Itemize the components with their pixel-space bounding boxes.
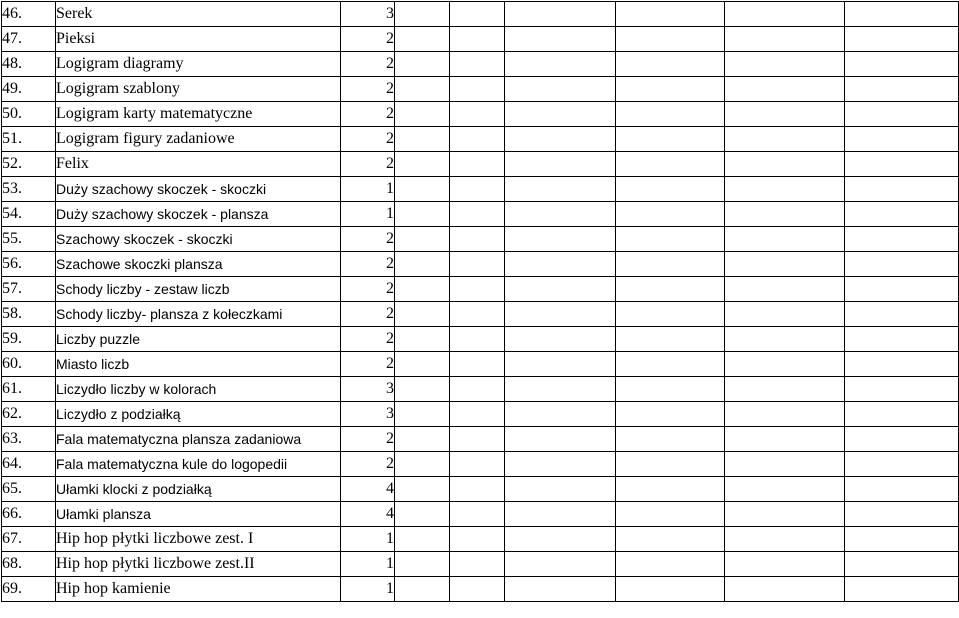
- row-number: 67.: [2, 527, 56, 552]
- table-row: [2, 52, 959, 77]
- item-name: Hip hop kamienie: [56, 577, 341, 602]
- item-quantity: 2: [341, 152, 395, 177]
- empty-cell: [450, 177, 505, 202]
- empty-cell: [450, 277, 505, 302]
- empty-cell: [725, 77, 845, 102]
- empty-cell: [845, 327, 959, 352]
- item-quantity: 2: [341, 302, 395, 327]
- item-quantity: 4: [341, 477, 395, 502]
- empty-cell: [845, 352, 959, 377]
- empty-cell: [395, 227, 450, 252]
- empty-cell: [450, 102, 505, 127]
- empty-cell: [845, 377, 959, 402]
- empty-cell: [450, 52, 505, 77]
- empty-cell: [505, 527, 616, 552]
- empty-cell: [505, 202, 616, 227]
- item-quantity: 2: [341, 127, 395, 152]
- item-name: Liczby puzzle: [56, 327, 341, 352]
- empty-cell: [505, 427, 616, 452]
- item-name: Schody liczby - zestaw liczb: [56, 277, 341, 302]
- table-body: [2, 2, 959, 602]
- item-quantity: 2: [341, 52, 395, 77]
- item-name: Logigram diagramy: [56, 52, 341, 77]
- empty-cell: [395, 502, 450, 527]
- empty-cell: [845, 427, 959, 452]
- empty-cell: [505, 402, 616, 427]
- table-row: [2, 152, 959, 177]
- item-name: Felix: [56, 152, 341, 177]
- empty-cell: [450, 77, 505, 102]
- empty-cell: [845, 552, 959, 577]
- table-row: [2, 277, 959, 302]
- empty-cell: [616, 52, 725, 77]
- empty-cell: [616, 527, 725, 552]
- item-quantity: 3: [341, 2, 395, 27]
- empty-cell: [725, 52, 845, 77]
- row-number: 62.: [2, 402, 56, 427]
- item-quantity: 1: [341, 527, 395, 552]
- row-number: 57.: [2, 277, 56, 302]
- item-quantity: 2: [341, 27, 395, 52]
- empty-cell: [616, 502, 725, 527]
- row-number: 58.: [2, 302, 56, 327]
- item-quantity: 2: [341, 427, 395, 452]
- table-row: [2, 477, 959, 502]
- empty-cell: [845, 527, 959, 552]
- table-row: [2, 577, 959, 602]
- empty-cell: [505, 352, 616, 377]
- item-name: Liczydło z podziałką: [56, 402, 341, 427]
- empty-cell: [395, 252, 450, 277]
- empty-cell: [845, 277, 959, 302]
- empty-cell: [450, 377, 505, 402]
- empty-cell: [450, 27, 505, 52]
- row-number: 49.: [2, 77, 56, 102]
- empty-cell: [725, 552, 845, 577]
- empty-cell: [505, 377, 616, 402]
- empty-cell: [725, 27, 845, 52]
- item-name: Ułamki klocki z podziałką: [56, 477, 341, 502]
- empty-cell: [845, 202, 959, 227]
- empty-cell: [725, 277, 845, 302]
- empty-cell: [845, 77, 959, 102]
- empty-cell: [725, 127, 845, 152]
- empty-cell: [616, 452, 725, 477]
- empty-cell: [725, 352, 845, 377]
- empty-cell: [395, 77, 450, 102]
- row-number: 63.: [2, 427, 56, 452]
- item-quantity: 2: [341, 77, 395, 102]
- row-number: 56.: [2, 252, 56, 277]
- table-row: [2, 252, 959, 277]
- item-name: Liczydło liczby w kolorach: [56, 377, 341, 402]
- row-number: 69.: [2, 577, 56, 602]
- empty-cell: [450, 527, 505, 552]
- table-row: [2, 177, 959, 202]
- table-row: [2, 377, 959, 402]
- item-name: Miasto liczb: [56, 352, 341, 377]
- table-row: [2, 27, 959, 52]
- empty-cell: [395, 277, 450, 302]
- empty-cell: [725, 202, 845, 227]
- empty-cell: [845, 252, 959, 277]
- item-quantity: 2: [341, 252, 395, 277]
- empty-cell: [450, 302, 505, 327]
- empty-cell: [505, 252, 616, 277]
- item-quantity: 2: [341, 227, 395, 252]
- empty-cell: [450, 252, 505, 277]
- table-row: [2, 302, 959, 327]
- empty-cell: [616, 277, 725, 302]
- empty-cell: [395, 127, 450, 152]
- empty-cell: [505, 152, 616, 177]
- empty-cell: [395, 577, 450, 602]
- empty-cell: [616, 377, 725, 402]
- empty-cell: [725, 452, 845, 477]
- empty-cell: [845, 102, 959, 127]
- empty-cell: [450, 552, 505, 577]
- empty-cell: [505, 452, 616, 477]
- table-row: [2, 127, 959, 152]
- empty-cell: [616, 202, 725, 227]
- empty-cell: [616, 27, 725, 52]
- empty-cell: [725, 252, 845, 277]
- row-number: 50.: [2, 102, 56, 127]
- empty-cell: [725, 177, 845, 202]
- empty-cell: [616, 302, 725, 327]
- empty-cell: [450, 477, 505, 502]
- item-name: Szachowy skoczek - skoczki: [56, 227, 341, 252]
- empty-cell: [450, 502, 505, 527]
- empty-cell: [395, 327, 450, 352]
- empty-cell: [450, 152, 505, 177]
- empty-cell: [845, 502, 959, 527]
- row-number: 64.: [2, 452, 56, 477]
- table-row: [2, 502, 959, 527]
- item-name: Logigram szablony: [56, 77, 341, 102]
- empty-cell: [616, 352, 725, 377]
- empty-cell: [845, 2, 959, 27]
- empty-cell: [450, 127, 505, 152]
- row-number: 59.: [2, 327, 56, 352]
- empty-cell: [395, 302, 450, 327]
- empty-cell: [725, 2, 845, 27]
- item-name: Serek: [56, 2, 341, 27]
- item-name: Hip hop płytki liczbowe zest.II: [56, 552, 341, 577]
- item-quantity: 2: [341, 352, 395, 377]
- empty-cell: [845, 452, 959, 477]
- empty-cell: [616, 252, 725, 277]
- empty-cell: [725, 577, 845, 602]
- item-quantity: 4: [341, 502, 395, 527]
- item-quantity: 1: [341, 177, 395, 202]
- empty-cell: [395, 527, 450, 552]
- empty-cell: [725, 477, 845, 502]
- table-row: [2, 102, 959, 127]
- item-quantity: 2: [341, 277, 395, 302]
- empty-cell: [725, 227, 845, 252]
- empty-cell: [395, 152, 450, 177]
- table-row: [2, 352, 959, 377]
- empty-cell: [395, 202, 450, 227]
- empty-cell: [505, 502, 616, 527]
- row-number: 51.: [2, 127, 56, 152]
- empty-cell: [616, 102, 725, 127]
- row-number: 47.: [2, 27, 56, 52]
- empty-cell: [450, 452, 505, 477]
- item-name: Szachowe skoczki plansza: [56, 252, 341, 277]
- empty-cell: [450, 327, 505, 352]
- row-number: 46.: [2, 2, 56, 27]
- empty-cell: [725, 377, 845, 402]
- empty-cell: [450, 352, 505, 377]
- empty-cell: [505, 27, 616, 52]
- item-name: Duży szachowy skoczek - skoczki: [56, 177, 341, 202]
- row-number: 61.: [2, 377, 56, 402]
- item-quantity: 1: [341, 552, 395, 577]
- empty-cell: [845, 577, 959, 602]
- empty-cell: [616, 227, 725, 252]
- empty-cell: [395, 402, 450, 427]
- row-number: 66.: [2, 502, 56, 527]
- table-row: [2, 452, 959, 477]
- empty-cell: [845, 227, 959, 252]
- empty-cell: [616, 177, 725, 202]
- empty-cell: [505, 302, 616, 327]
- empty-cell: [450, 402, 505, 427]
- row-number: 48.: [2, 52, 56, 77]
- empty-cell: [395, 427, 450, 452]
- empty-cell: [845, 52, 959, 77]
- table-row: [2, 2, 959, 27]
- row-number: 60.: [2, 352, 56, 377]
- row-number: 53.: [2, 177, 56, 202]
- empty-cell: [450, 577, 505, 602]
- table-row: [2, 427, 959, 452]
- empty-cell: [616, 77, 725, 102]
- empty-cell: [450, 202, 505, 227]
- row-number: 52.: [2, 152, 56, 177]
- empty-cell: [505, 552, 616, 577]
- item-name: Hip hop płytki liczbowe zest. I: [56, 527, 341, 552]
- empty-cell: [450, 427, 505, 452]
- table-row: [2, 202, 959, 227]
- empty-cell: [505, 577, 616, 602]
- empty-cell: [725, 527, 845, 552]
- row-number: 54.: [2, 202, 56, 227]
- item-name: Fala matematyczna plansza zadaniowa: [56, 427, 341, 452]
- empty-cell: [616, 577, 725, 602]
- empty-cell: [450, 2, 505, 27]
- empty-cell: [725, 402, 845, 427]
- row-number: 68.: [2, 552, 56, 577]
- item-name: Pieksi: [56, 27, 341, 52]
- item-quantity: 2: [341, 452, 395, 477]
- item-quantity: 2: [341, 102, 395, 127]
- empty-cell: [505, 277, 616, 302]
- empty-cell: [395, 552, 450, 577]
- empty-cell: [616, 427, 725, 452]
- empty-cell: [505, 477, 616, 502]
- empty-cell: [395, 2, 450, 27]
- empty-cell: [505, 77, 616, 102]
- empty-cell: [505, 102, 616, 127]
- empty-cell: [725, 502, 845, 527]
- empty-cell: [616, 402, 725, 427]
- empty-cell: [845, 402, 959, 427]
- item-quantity: 3: [341, 402, 395, 427]
- empty-cell: [616, 152, 725, 177]
- empty-cell: [450, 227, 505, 252]
- empty-cell: [505, 177, 616, 202]
- row-number: 65.: [2, 477, 56, 502]
- empty-cell: [616, 477, 725, 502]
- empty-cell: [505, 2, 616, 27]
- empty-cell: [845, 477, 959, 502]
- empty-cell: [725, 427, 845, 452]
- empty-cell: [505, 227, 616, 252]
- empty-cell: [845, 27, 959, 52]
- empty-cell: [395, 52, 450, 77]
- item-name: Fala matematyczna kule do logopedii: [56, 452, 341, 477]
- table-row: [2, 227, 959, 252]
- empty-cell: [395, 177, 450, 202]
- empty-cell: [845, 127, 959, 152]
- empty-cell: [505, 127, 616, 152]
- empty-cell: [395, 477, 450, 502]
- item-quantity: 3: [341, 377, 395, 402]
- empty-cell: [616, 127, 725, 152]
- item-quantity: 1: [341, 577, 395, 602]
- empty-cell: [616, 2, 725, 27]
- item-name: Ułamki plansza: [56, 502, 341, 527]
- empty-cell: [395, 27, 450, 52]
- empty-cell: [395, 102, 450, 127]
- item-name: Logigram karty matematyczne: [56, 102, 341, 127]
- item-quantity: 1: [341, 202, 395, 227]
- table-row: [2, 77, 959, 102]
- empty-cell: [395, 452, 450, 477]
- row-number: 55.: [2, 227, 56, 252]
- table-row: [2, 527, 959, 552]
- empty-cell: [725, 152, 845, 177]
- inventory-table: [1, 1, 959, 602]
- empty-cell: [395, 352, 450, 377]
- empty-cell: [505, 52, 616, 77]
- item-name: Logigram figury zadaniowe: [56, 127, 341, 152]
- table-row: [2, 552, 959, 577]
- table-row: [2, 402, 959, 427]
- empty-cell: [725, 302, 845, 327]
- empty-cell: [845, 152, 959, 177]
- item-name: Duży szachowy skoczek - plansza: [56, 202, 341, 227]
- empty-cell: [845, 177, 959, 202]
- empty-cell: [616, 327, 725, 352]
- empty-cell: [845, 302, 959, 327]
- empty-cell: [616, 552, 725, 577]
- item-quantity: 2: [341, 327, 395, 352]
- empty-cell: [725, 327, 845, 352]
- empty-cell: [395, 377, 450, 402]
- empty-cell: [725, 102, 845, 127]
- item-name: Schody liczby- plansza z kołeczkami: [56, 302, 341, 327]
- empty-cell: [505, 327, 616, 352]
- table-row: [2, 327, 959, 352]
